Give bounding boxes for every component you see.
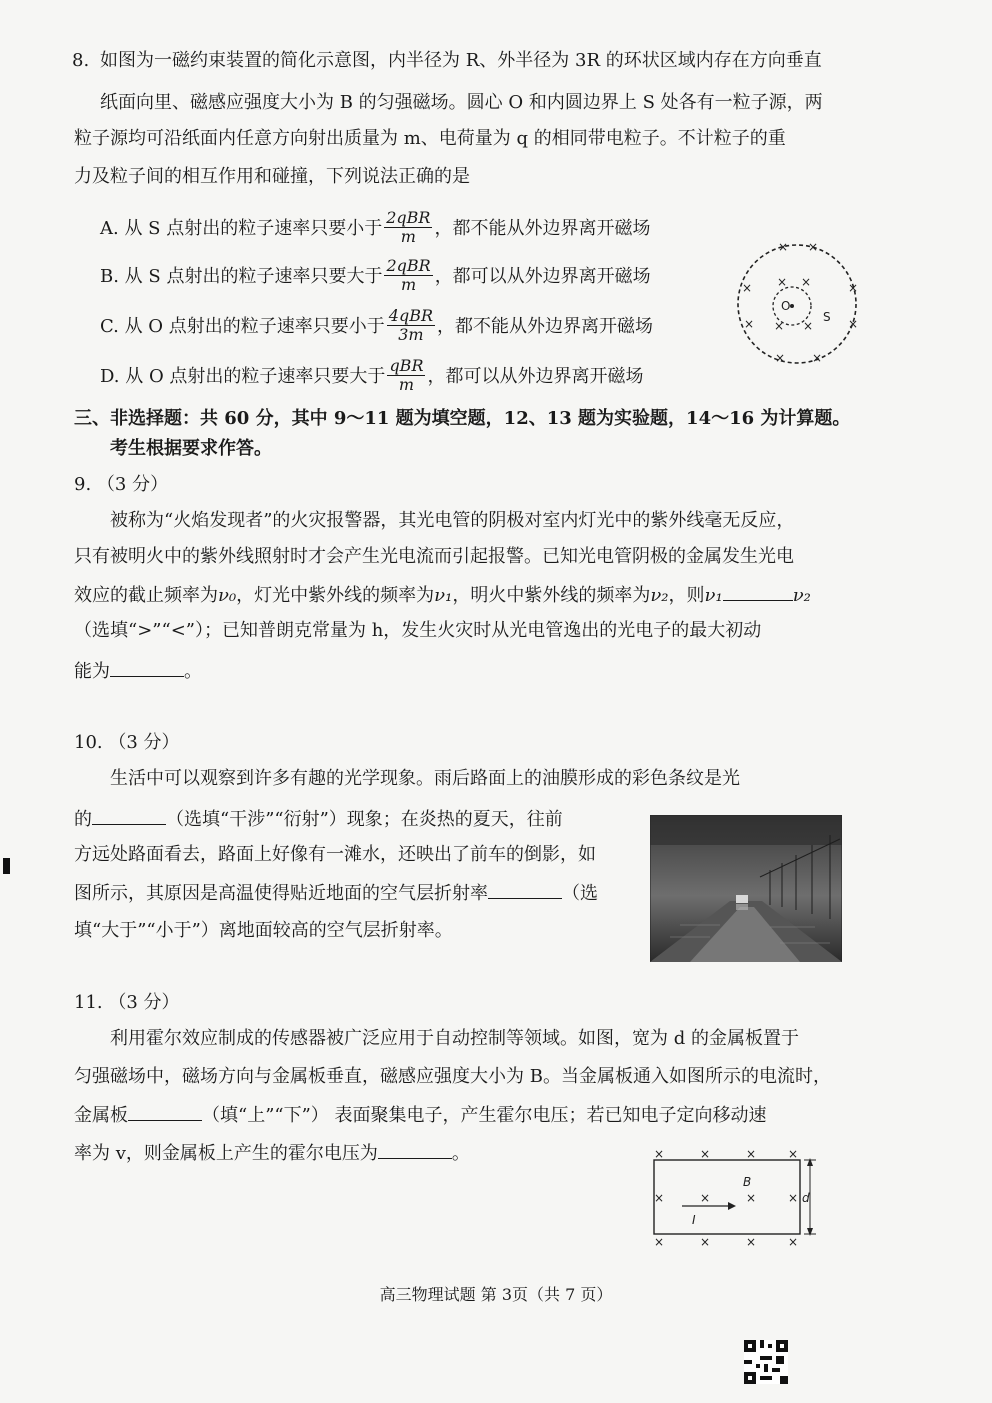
option-c-denominator: 3m: [398, 324, 424, 344]
question-11-text: 金属板: [74, 1105, 128, 1126]
field-mark: ×: [700, 1147, 711, 1161]
option-c-suffix: ，都不能从外边界离开磁场: [437, 316, 654, 337]
section-3-subheading: 考生根据要求作答。: [110, 438, 272, 459]
current-label: I: [692, 1213, 696, 1227]
question-11-line-4: [74, 1140, 470, 1167]
field-mark: ×: [744, 317, 755, 331]
field-mark: ×: [848, 317, 859, 331]
answer-blank-hall-voltage[interactable]: [378, 1140, 452, 1159]
field-mark: ×: [654, 1147, 665, 1161]
option-d: [100, 350, 643, 400]
current-arrow-head: [728, 1202, 736, 1210]
page-footer: 高三物理试题 第 3页（共 7 页）: [379, 1285, 613, 1304]
width-label: d: [802, 1191, 810, 1205]
option-d-text: D. 从 O 点射出的粒子速率只要大于: [100, 366, 386, 387]
outer-boundary: [738, 245, 859, 363]
question-10-text: （选: [562, 883, 598, 904]
answer-blank-kinetic-energy[interactable]: [110, 658, 184, 677]
field-mark: ×: [777, 275, 788, 289]
question-10-header: 10. （3 分）: [74, 732, 180, 753]
question-11-line-3: [74, 1102, 767, 1129]
question-9-line-4: （选填“>”“<”）；已知普朗克常量为 h，发生火灾时从光电管逸出的光电子的最大初动: [74, 620, 762, 641]
question-10-text: （选填“干涉”“衍射”）现象；在炎热的夏天，往前: [166, 809, 563, 830]
field-mark: ×: [803, 319, 814, 333]
qr-code-icon: [744, 1340, 788, 1384]
option-b-suffix: ，都可以从外边界离开磁场: [434, 266, 651, 287]
question-9-text: ，则: [668, 585, 705, 606]
option-d-numerator: qBR: [389, 355, 424, 375]
option-a: [100, 202, 650, 252]
question-9-text: ，灯光中紫外线的频率为: [236, 585, 435, 606]
option-a-fraction: [384, 209, 432, 246]
frequency-v1: ν₁: [704, 585, 723, 606]
field-mark: ×: [700, 1191, 711, 1205]
option-d-suffix: ，都可以从外边界离开磁场: [427, 366, 644, 387]
question-9-line-3: [74, 582, 811, 609]
question-10-text: 图所示，其原因是高温使得贴近地面的空气层折射率: [74, 883, 488, 904]
question-9-header: 9. （3 分）: [74, 474, 169, 495]
frequency-v0: ν₀: [218, 585, 237, 606]
field-mark: ×: [746, 1147, 757, 1161]
field-mark: ×: [700, 1235, 711, 1249]
frequency-v1: ν₁: [434, 585, 453, 606]
question-9-line-2: 只有被明火中的紫外线照射时才会产生光电流而引起报警。已知光电管阴极的金属发生光电: [74, 546, 794, 567]
field-mark: ×: [654, 1235, 665, 1249]
option-c-numerator: 4qBR: [388, 305, 434, 325]
frequency-v2: ν₂: [650, 585, 669, 606]
field-mark: ×: [788, 1147, 799, 1161]
metal-plate: [654, 1160, 800, 1234]
answer-blank-phenomenon[interactable]: [92, 806, 166, 825]
question-11-line-2: 匀强磁场中，磁场方向与金属板垂直，磁感应强度大小为 B。当金属板通入如图所示的电流时，: [74, 1066, 831, 1087]
hall-effect-figure: [646, 1144, 826, 1250]
dimension-arrow-down: [807, 1228, 813, 1236]
answer-blank-refractive-index[interactable]: [488, 880, 562, 899]
option-b-text: B. 从 S 点射出的粒子速率只要大于: [100, 266, 383, 287]
scan-edge-mark: [3, 858, 10, 874]
option-a-denominator: m: [400, 226, 416, 246]
option-b: [100, 250, 651, 300]
option-a-text: A. 从 S 点射出的粒子速率只要小于: [100, 218, 383, 239]
field-mark: ×: [774, 319, 785, 333]
question-9-text: 。: [184, 661, 202, 682]
source-label: S: [823, 310, 831, 324]
field-label: B: [743, 1175, 752, 1189]
magnetic-ring-figure: [732, 236, 862, 372]
question-11-text: 。: [451, 1143, 470, 1164]
question-10-line-2: [74, 806, 563, 833]
option-a-numerator: 2qBR: [386, 207, 431, 227]
question-9-text: 效应的截止频率为: [74, 585, 218, 606]
question-8-number: 8.: [72, 50, 90, 71]
question-8-stem-line-3: 粒子源均可沿纸面内任意方向射出质量为 m、电荷量为 q 的相同带电粒子。不计粒子的重: [74, 128, 786, 149]
question-9-text: ，明火中紫外线的频率为: [452, 585, 651, 606]
question-10-line-5: 填“大于”“小于”）离地面较高的空气层折射率。: [74, 920, 453, 941]
field-mark: ×: [746, 1235, 757, 1249]
question-10-text: 的: [74, 809, 92, 830]
question-8-stem-line-1: 如图为一磁约束装置的简化示意图，内半径为 R、外半径为 3R 的环状区域内存在方向垂直: [100, 50, 822, 71]
option-d-denominator: m: [398, 374, 415, 394]
option-b-fraction: [384, 257, 432, 294]
question-11-text: 率为 v，则金属板上产生的霍尔电压为: [74, 1143, 378, 1164]
center-label: O: [781, 299, 791, 313]
field-mark: ×: [788, 1235, 799, 1249]
option-c: [100, 300, 653, 350]
answer-blank-surface[interactable]: [128, 1102, 202, 1121]
option-c-fraction: [387, 307, 435, 344]
field-mark: ×: [742, 281, 753, 295]
field-mark: ×: [812, 351, 823, 365]
field-marks: [742, 240, 858, 365]
field-mark: ×: [788, 1191, 799, 1205]
field-mark: ×: [848, 281, 859, 295]
dimension-arrow-up: [807, 1158, 813, 1166]
question-10-line-3: 方远处路面看去，路面上好像有一滩水，还映出了前车的倒影，如: [74, 844, 596, 865]
question-11-header: 11. （3 分）: [74, 992, 180, 1013]
question-11-line-1: 利用霍尔效应制成的传感器被广泛应用于自动控制等领域。如图，宽为 d 的金属板置于: [110, 1028, 799, 1049]
answer-blank-comparison[interactable]: [723, 582, 793, 601]
option-b-denominator: m: [400, 274, 417, 294]
field-mark: ×: [775, 351, 786, 365]
question-9-text: 能为: [74, 661, 110, 682]
field-mark: ×: [808, 240, 819, 254]
frequency-v2: ν₂: [792, 585, 811, 606]
question-11-text: （填“上”“下”） 表面聚集电子，产生霍尔电压；若已知电子定向移动速: [202, 1105, 767, 1126]
question-10-line-4: [74, 880, 598, 907]
question-9-line-1: 被称为“火焰发现者”的火灾报警器，其光电管的阴极对室内灯光中的紫外线毫无反应，: [110, 510, 795, 531]
field-mark: ×: [801, 275, 812, 289]
option-d-fraction: [387, 357, 425, 394]
center-dot: [790, 304, 794, 308]
field-mark: ×: [654, 1191, 665, 1205]
question-8-stem-line-4: 力及粒子间的相互作用和碰撞，下列说法正确的是: [74, 166, 470, 187]
section-3-heading: 三、非选择题：共 60 分，其中 9～11 题为填空题，12、13 题为实验题，14～16 为计算题。: [74, 408, 851, 429]
mirage-road-photo: [650, 815, 842, 962]
question-8-stem-line-2: 纸面向里、磁感应强度大小为 B 的匀强磁场。圆心 O 和内圆边界上 S 处各有一粒子源，两: [100, 92, 823, 113]
option-b-numerator: 2qBR: [386, 255, 431, 275]
field-mark: ×: [746, 1191, 757, 1205]
option-c-text: C. 从 O 点射出的粒子速率只要小于: [100, 316, 385, 337]
question-10-line-1: 生活中可以观察到许多有趣的光学现象。雨后路面上的油膜形成的彩色条纹是光: [110, 768, 740, 789]
question-9-line-5: [74, 658, 202, 685]
option-a-suffix: ，都不能从外边界离开磁场: [434, 218, 651, 239]
field-mark: ×: [778, 240, 789, 254]
